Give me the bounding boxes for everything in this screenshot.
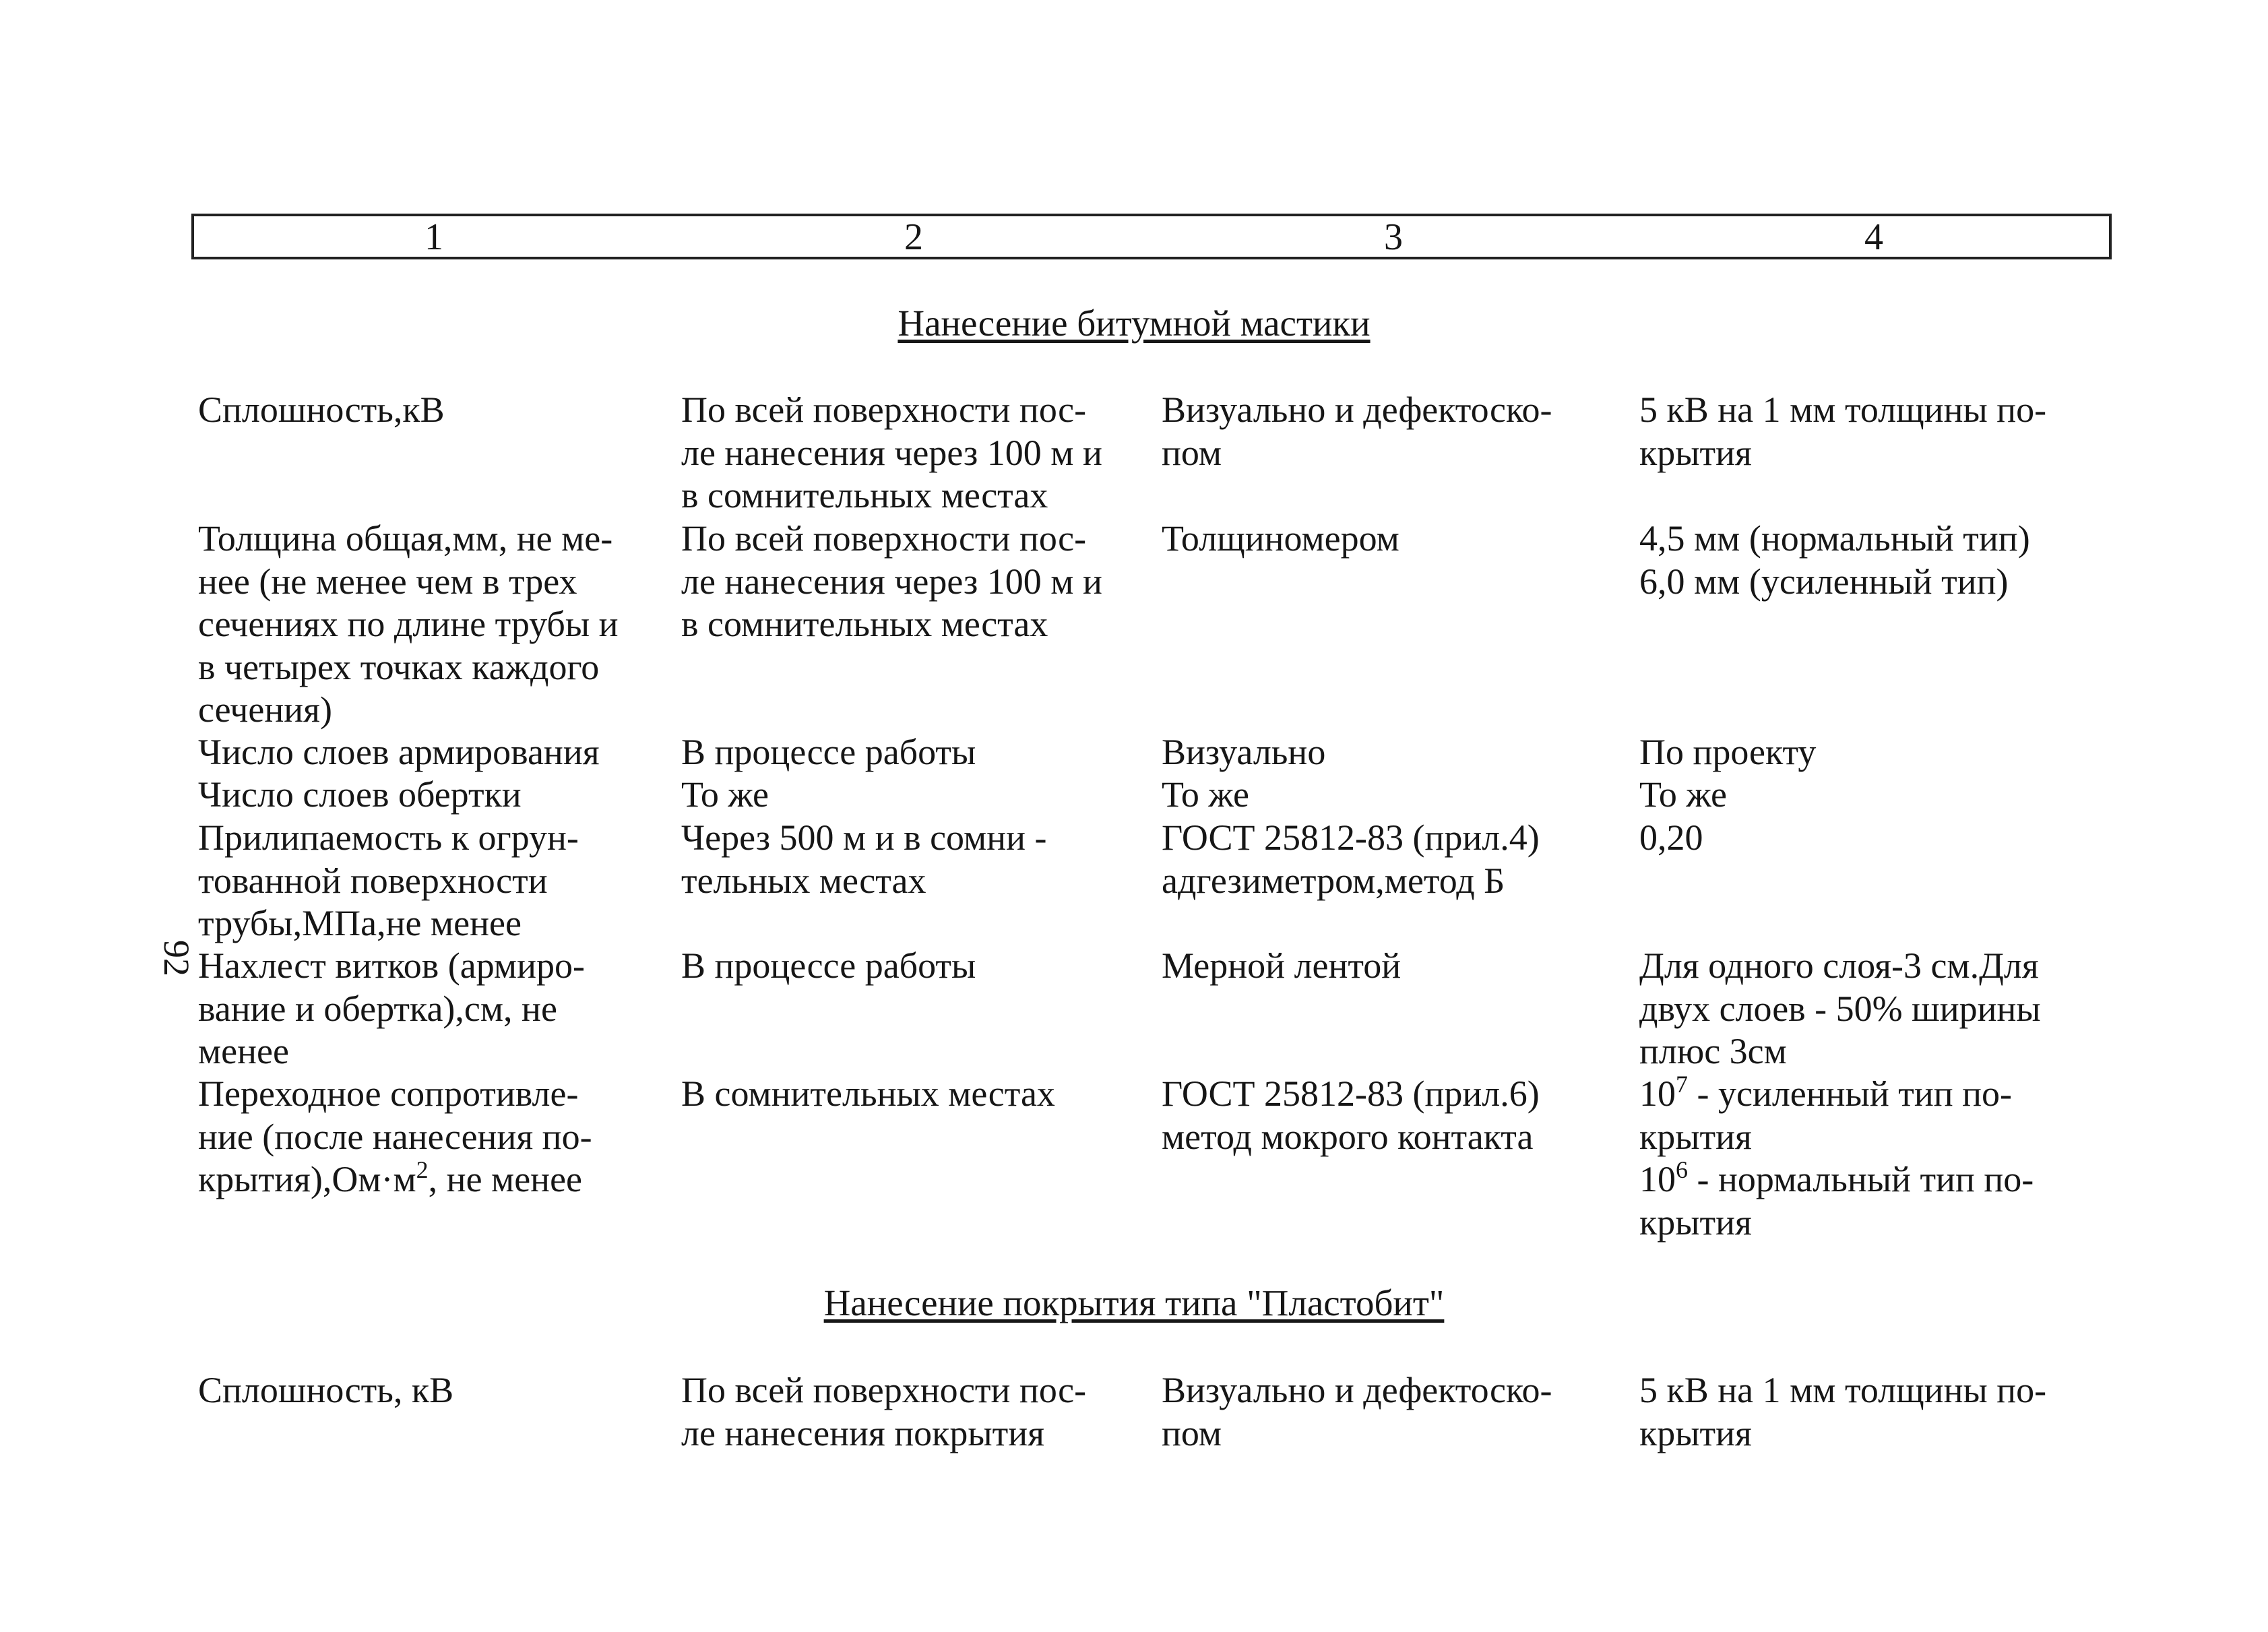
page-number: 92 bbox=[156, 940, 197, 976]
cell-text: - усиленный тип по- крытия 10 bbox=[1639, 1073, 2013, 1199]
column-number-header bbox=[191, 214, 2112, 259]
column-number-1: 1 bbox=[424, 216, 443, 258]
table-cell-scope: В процессе работы bbox=[681, 732, 976, 772]
table-cell-parameter: Нахлест витков (армиро- вание и обертка),см, не менее bbox=[198, 945, 585, 1071]
section-title-text: Нанесение покрытия типа "Пластобит" bbox=[823, 1282, 1445, 1323]
table-cell-requirement: По проекту bbox=[1639, 732, 1817, 772]
table-cell-parameter: Прилипаемость к огрун- тованной поверхности трубы,МПа,не менее bbox=[198, 817, 579, 943]
superscript: 7 bbox=[1676, 1071, 1688, 1098]
table-cell-scope: В процессе работы bbox=[681, 945, 976, 986]
table-cell-requirement: 5 кВ на 1 мм толщины по- крытия bbox=[1639, 1370, 2047, 1453]
table-cell-method: Визуально bbox=[1162, 732, 1326, 772]
table-cell-method: То же bbox=[1162, 774, 1249, 815]
table-cell-requirement: 0,20 bbox=[1639, 817, 1703, 858]
table-cell-scope: Через 500 м и в сомни - тельных местах bbox=[681, 817, 1047, 901]
column-number-4: 4 bbox=[1864, 216, 1883, 258]
table-cell-parameter: Толщина общая,мм, не ме- нее (не менее чем в трех сечениях по длине трубы и в четырех точках каждого сечения) bbox=[198, 518, 619, 730]
table-cell-parameter bbox=[198, 1073, 592, 1201]
table-cell-scope: В сомнительных местах bbox=[681, 1073, 1055, 1114]
table-cell-method: Визуально и дефектоско- пом bbox=[1162, 1370, 1552, 1453]
table-cell-parameter: Число слоев обертки bbox=[198, 774, 522, 815]
table-cell-parameter: Сплошность,кВ bbox=[198, 389, 445, 430]
section-title-bitumen bbox=[0, 302, 2268, 345]
cell-text: 10 bbox=[1639, 1073, 1676, 1114]
table-cell-parameter: Сплошность, кВ bbox=[198, 1370, 454, 1410]
column-number-3: 3 bbox=[1384, 216, 1403, 258]
table-cell-method: Толщиномером bbox=[1162, 518, 1399, 559]
table-cell-requirement: Для одного слоя-3 см.Для двух слоев - 50% ширины плюс 3см bbox=[1639, 945, 2041, 1071]
table-cell-requirement: 5 кВ на 1 мм толщины по- крытия bbox=[1639, 389, 2047, 473]
table-cell-method: ГОСТ 25812-83 (прил.6) метод мокрого контакта bbox=[1162, 1073, 1540, 1157]
table-cell-method: Визуально и дефектоско- пом bbox=[1162, 389, 1552, 473]
table-cell-requirement: То же bbox=[1639, 774, 1727, 815]
table-cell-scope: То же bbox=[681, 774, 769, 815]
column-number-2: 2 bbox=[904, 216, 923, 258]
table-cell-parameter: Число слоев армирования bbox=[198, 732, 600, 772]
table-cell-requirement: 4,5 мм (нормальный тип) 6,0 мм (усиленный тип) bbox=[1639, 518, 2030, 602]
superscript: 2 bbox=[416, 1156, 429, 1183]
cell-text: Переходное сопротивле- ние (после нанесения по- крытия),Ом·м bbox=[198, 1073, 592, 1199]
table-cell-method: ГОСТ 25812-83 (прил.4) адгезиметром,метод Б bbox=[1162, 817, 1540, 901]
superscript: 6 bbox=[1676, 1156, 1688, 1183]
cell-text: , не менее bbox=[428, 1159, 583, 1199]
cell-text: - нормальный тип по- крытия bbox=[1639, 1159, 2034, 1243]
table-cell-requirement bbox=[1639, 1073, 2034, 1244]
table-cell-method: Мерной лентой bbox=[1162, 945, 1401, 986]
table-cell-scope: По всей поверхности пос- ле нанесения через 100 м и в сомнительных местах bbox=[681, 518, 1102, 644]
table-cell-scope: По всей поверхности пос- ле нанесения покрытия bbox=[681, 1370, 1087, 1453]
section-title-plastobit bbox=[0, 1282, 2268, 1325]
section-title-text: Нанесение битумной мастики bbox=[897, 303, 1371, 344]
table-cell-scope: По всей поверхности пос- ле нанесения через 100 м и в сомнительных местах bbox=[681, 389, 1102, 515]
